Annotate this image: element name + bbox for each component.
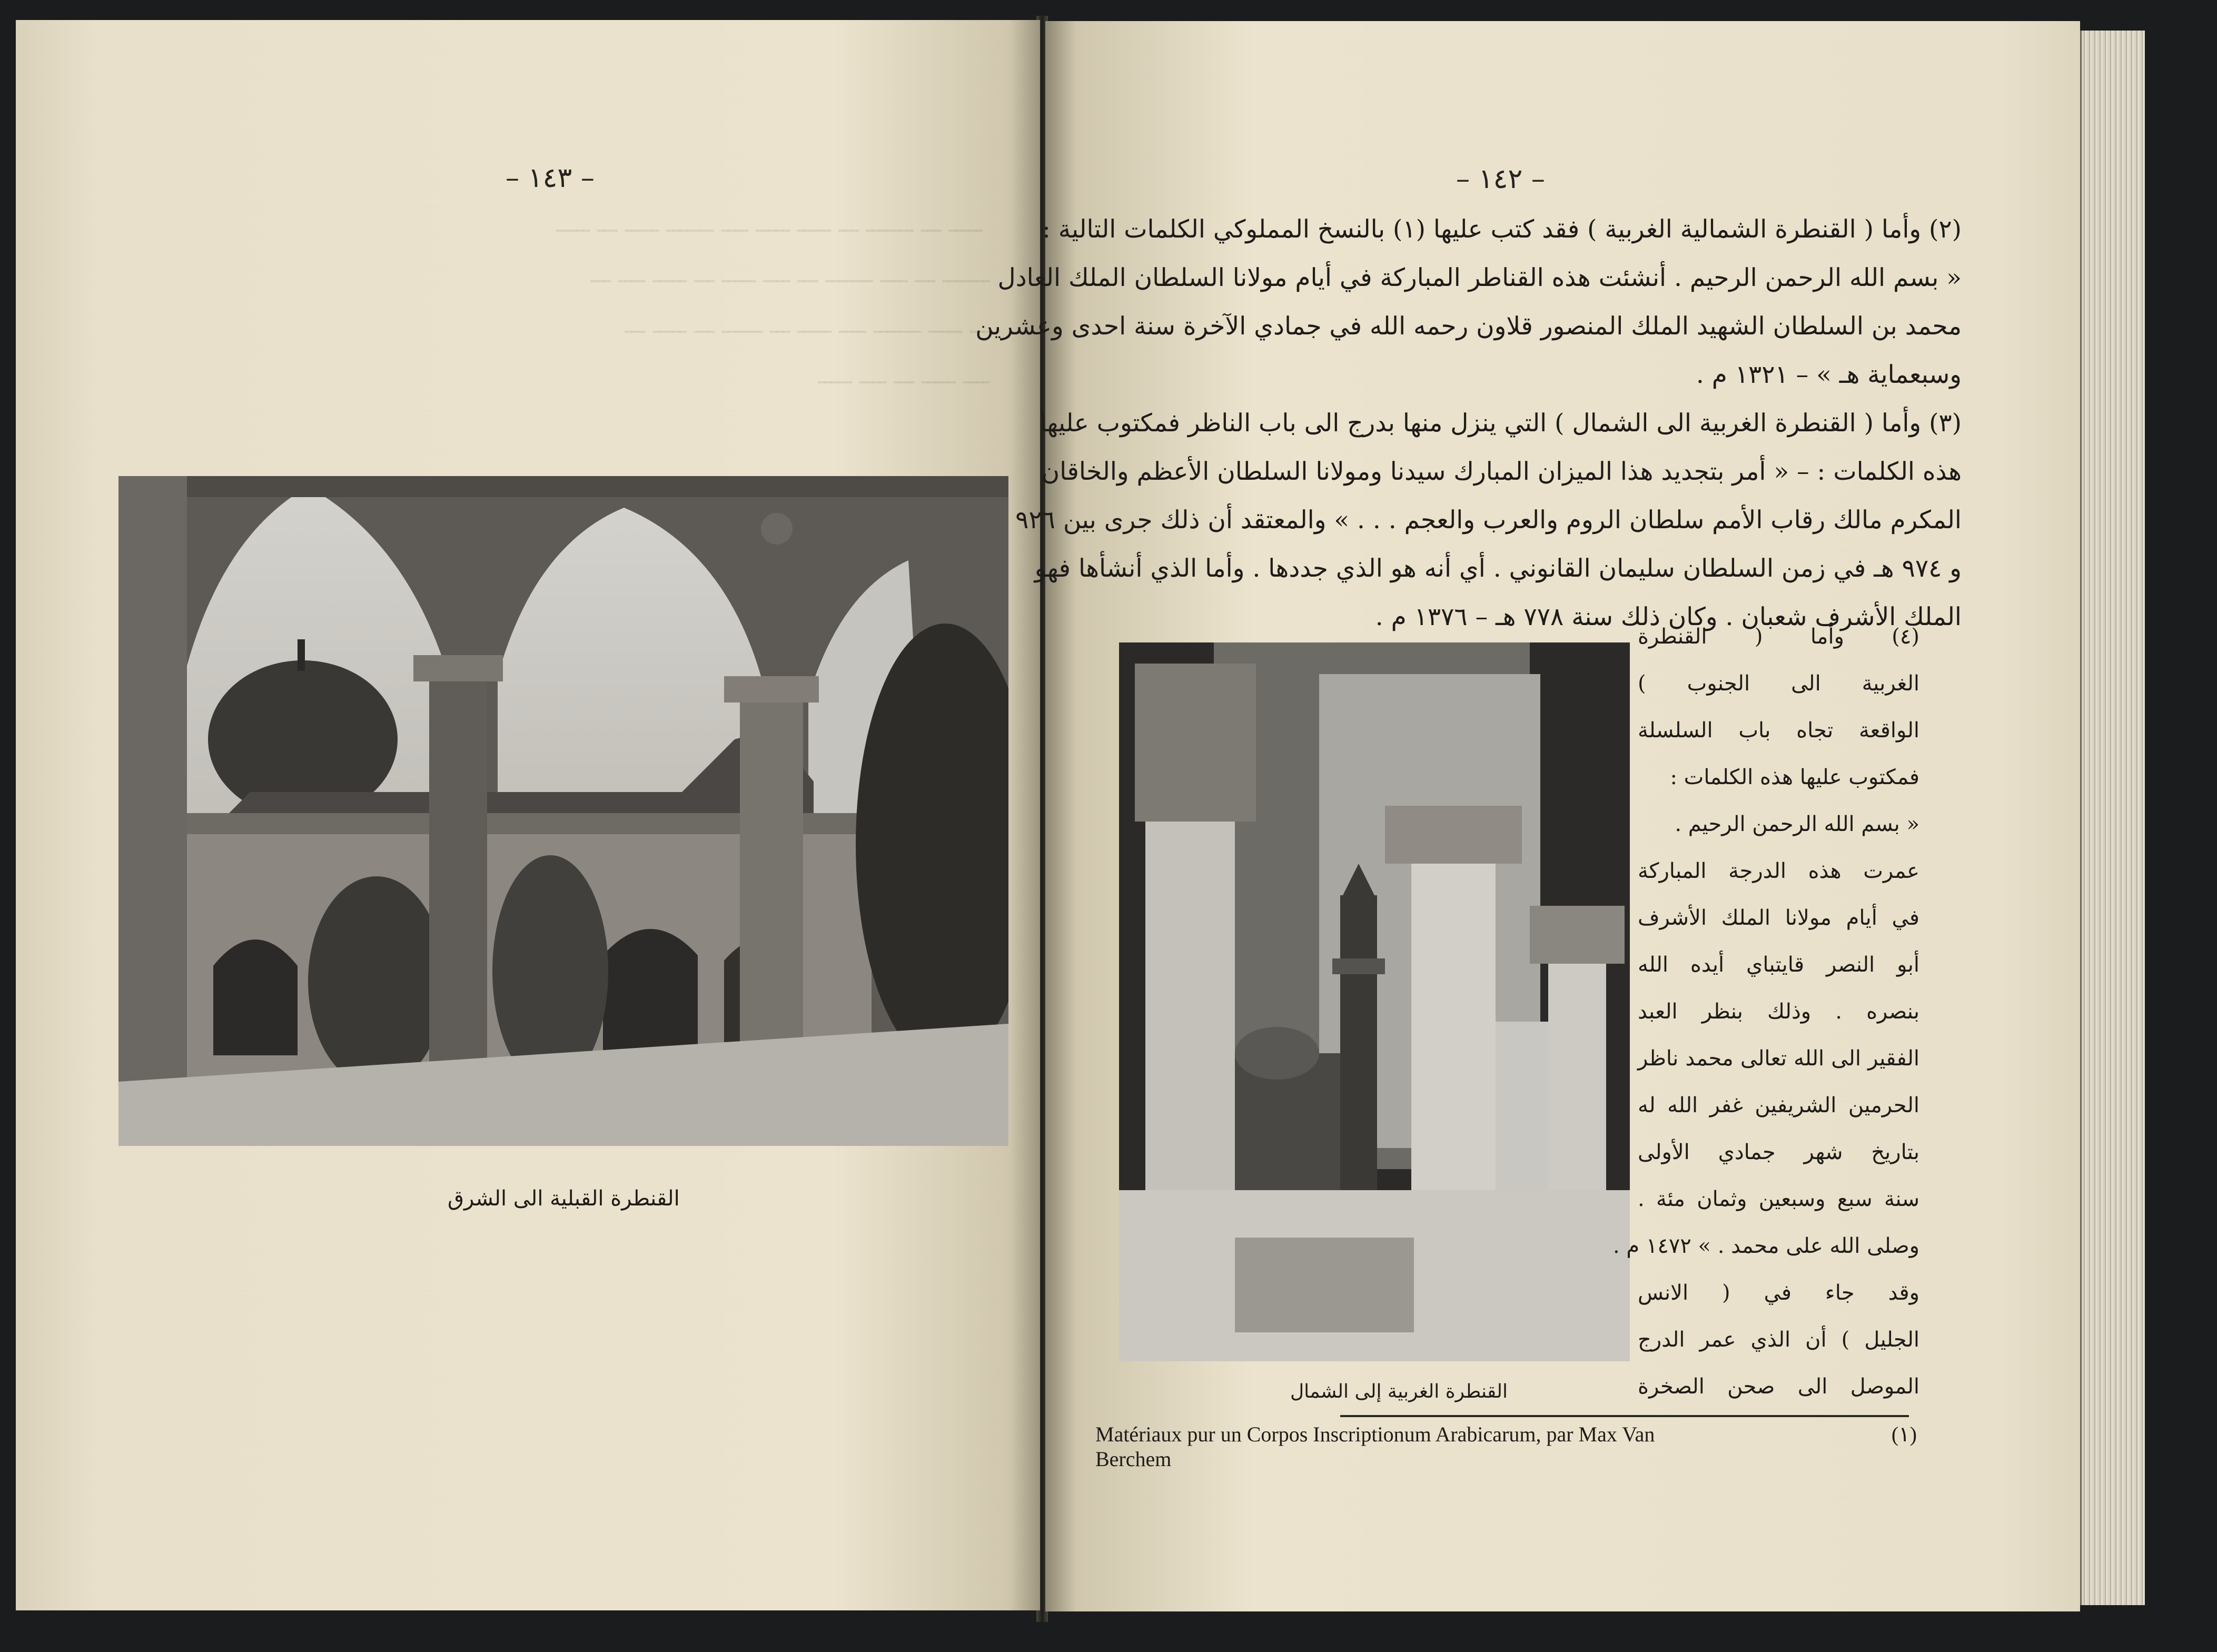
footnote-text-continued: Berchem <box>1095 1447 1172 1471</box>
text-line: (٣) وأما ( القنطرة الغربية الى الشمال ) التي ينزل منها بدرج الى باب الناظر فمكتوب عليها <box>1040 409 1962 438</box>
figure-caption: القنطرة القبلية الى الشرق <box>448 1186 680 1211</box>
text-line: سنة سبع وسبعين وثمان مئة . <box>1638 1187 1919 1211</box>
text-line: أبو النصر قايتباي أيده الله <box>1638 953 1919 977</box>
left-page <box>16 20 1040 1610</box>
text-line: الغربية الى الجنوب ) <box>1638 671 1919 696</box>
text-line: الملك الأشرف شعبان . وكان ذلك سنة ٧٧٨ هـ – ١٣٧٦ م . <box>1375 602 1962 631</box>
text-line: وصلى الله على محمد . » ١٤٧٢ م . <box>1612 1234 1919 1258</box>
text-line: الفقير الى الله تعالى محمد ناظر <box>1638 1046 1919 1071</box>
text-line: محمد بن السلطان الشهيد الملك المنصور قلاون رحمه الله في جمادي الآخرة سنة احدى وعشرين <box>975 312 1962 341</box>
text-line: في أيام مولانا الملك الأشرف <box>1638 906 1919 930</box>
text-line: الجليل ) أن الذي عمر الدرج <box>1638 1328 1919 1352</box>
bleed-through-text: ﻿ ـــــ ـــ ـــــــ ـــ ـــــ ـــــ ــــ ـــــــ ـــــ ـــ ـــــ ـــــــ ـــ ــــ ـــــــ ـــ ــــ ـــــ ـــ ـــــ ــــ ـــ ـــ ـــــ ـــــــ ــــ ـــــ ـــ ــــــ ـــ ـــــ ـــ ــــ ـــــ ـــ ــــ ـــــ <box>556 211 990 389</box>
footnote <box>1095 1422 1917 1471</box>
text-line: (٤) وأما ( القنطرة <box>1638 625 1919 649</box>
text-line: وسبعماية هـ » – ١٣٢١ م . <box>1696 360 1962 389</box>
text-line: المكرم مالك رقاب الأمم سلطان الروم والعرب والعجم . . . » والمعتقد أن ذلك جرى بين ٩٢٦ <box>1015 506 1962 535</box>
text-line: فمكتوب عليها هذه الكلمات : <box>1670 765 1919 789</box>
text-line: (٢) وأما ( القنطرة الشمالية الغربية ) فقد كتب عليها (١) بالنسخ المملوكي الكلمات التالية : <box>1042 215 1962 244</box>
text-line: هذه الكلمات : – « أمر بتجديد هذا الميزان المبارك سيدنا ومولانا السلطان الأعظم والخاقان <box>1041 457 1962 486</box>
photo-south-arch-illustration <box>118 476 1008 1146</box>
text-line: وقد جاء في ( الانس <box>1638 1281 1919 1305</box>
side-column-text <box>1612 614 1919 1410</box>
footnote-marker: (١) <box>1891 1422 1917 1446</box>
main-paragraphs <box>975 205 1962 641</box>
figure-caption: القنطرة الغربية إلى الشمال <box>1290 1381 1508 1402</box>
text-line: « بسم الله الرحمن الرحيم . أنشئت هذه القناطر المباركة في أيام مولانا السلطان الملك العادل <box>997 263 1962 292</box>
text-line: الواقعة تجاه باب السلسلة <box>1638 718 1919 743</box>
photo-west-arcade <box>1119 642 1630 1361</box>
text-line: بتاريخ شهر جمادي الأولى <box>1638 1140 1919 1164</box>
footnote-rule <box>1340 1415 1909 1417</box>
page-number: – ١٤٢ – <box>1456 163 1545 195</box>
photo-south-arch <box>118 476 1008 1146</box>
text-line: بنصره . وذلك بنظر العبد <box>1638 1000 1919 1024</box>
page-edges <box>2080 31 2145 1605</box>
page-number: – ١٤٣ – <box>506 162 595 194</box>
text-line: عمرت هذه الدرجة المباركة <box>1638 859 1919 883</box>
photo-west-arcade-illustration <box>1119 642 1630 1361</box>
text-line: و ٩٧٤ هـ في زمن السلطان سليمان القانوني . أي أنه هو الذي جددها . وأما الذي أنشأها فهو <box>1034 554 1962 583</box>
text-line: « بسم الله الرحمن الرحيم . <box>1675 812 1919 836</box>
text-line: الحرمين الشريفين غفر الله له <box>1638 1093 1919 1117</box>
right-page <box>975 21 2080 1611</box>
footnote-text: Matériaux pur un Corpos Inscriptionum Arabicarum, par Max Van <box>1095 1422 1655 1446</box>
text-line: الموصل الى صحن الصخرة <box>1638 1374 1919 1399</box>
